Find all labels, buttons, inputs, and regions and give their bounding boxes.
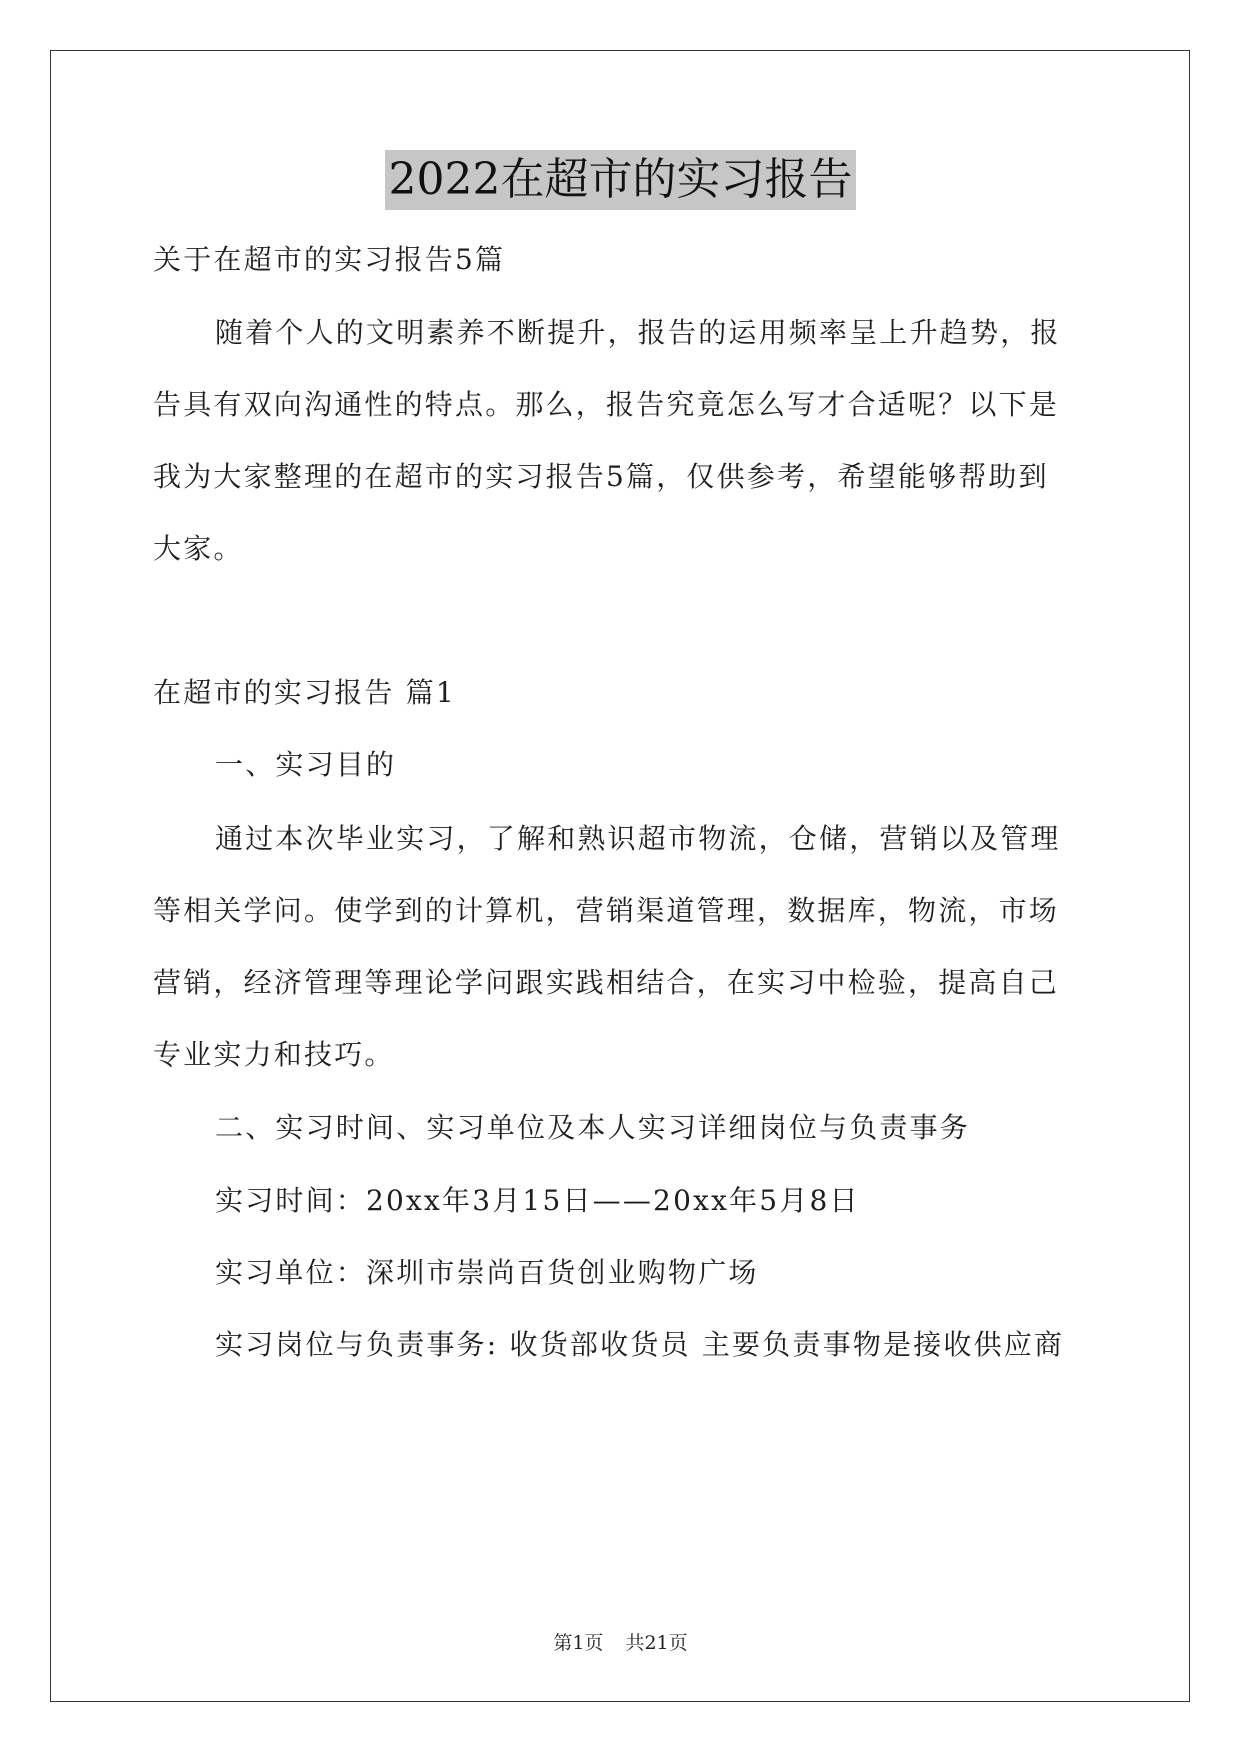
- subtitle-line: 关于在超市的实习报告5篇: [153, 243, 506, 276]
- paragraph-line: 我为大家整理的在超市的实习报告5篇，仅供参考，希望能够帮助到: [153, 460, 1049, 493]
- page-count: 共21页: [625, 1632, 688, 1654]
- subsection-heading: 二、实习时间、实习单位及本人实习详细岗位与负责事务: [215, 1111, 971, 1144]
- paragraph-line: 大家。: [153, 532, 244, 565]
- subsection-heading: 一、实习目的: [215, 748, 397, 781]
- page-footer: [0, 1628, 1241, 1655]
- paragraph-line: 通过本次毕业实习，了解和熟识超市物流，仓储，营销以及管理: [215, 822, 1061, 855]
- paragraph-line: 告具有双向沟通性的特点。那么，报告究竟怎么写才合适呢？以下是: [153, 388, 1060, 421]
- document-title: 2022在超市的实习报告: [385, 150, 857, 210]
- paragraph-line: 随着个人的文明素养不断提升，报告的运用频率呈上升趋势，报: [215, 316, 1061, 349]
- paragraph-line: 实习单位：深圳市崇尚百货创业购物广场: [215, 1256, 759, 1289]
- page-number: 第1页: [553, 1632, 604, 1654]
- page-border: [50, 50, 1190, 1702]
- paragraph-line: 等相关学问。使学到的计算机，营销渠道管理，数据库，物流，市场: [153, 894, 1060, 927]
- paragraph-line: 营销，经济管理等理论学问跟实践相结合，在实习中检验，提高自己: [153, 966, 1060, 999]
- paragraph-line: 实习岗位与负责事务: 收货部收货员 主要负责事物是接收供应商: [215, 1328, 1065, 1361]
- paragraph-line: 专业实力和技巧。: [153, 1038, 395, 1071]
- section-heading: 在超市的实习报告 篇1: [153, 676, 456, 709]
- paragraph-line: 实习时间：20xx年3月15日——20xx年5月8日: [215, 1184, 860, 1217]
- title-container: [0, 150, 1241, 210]
